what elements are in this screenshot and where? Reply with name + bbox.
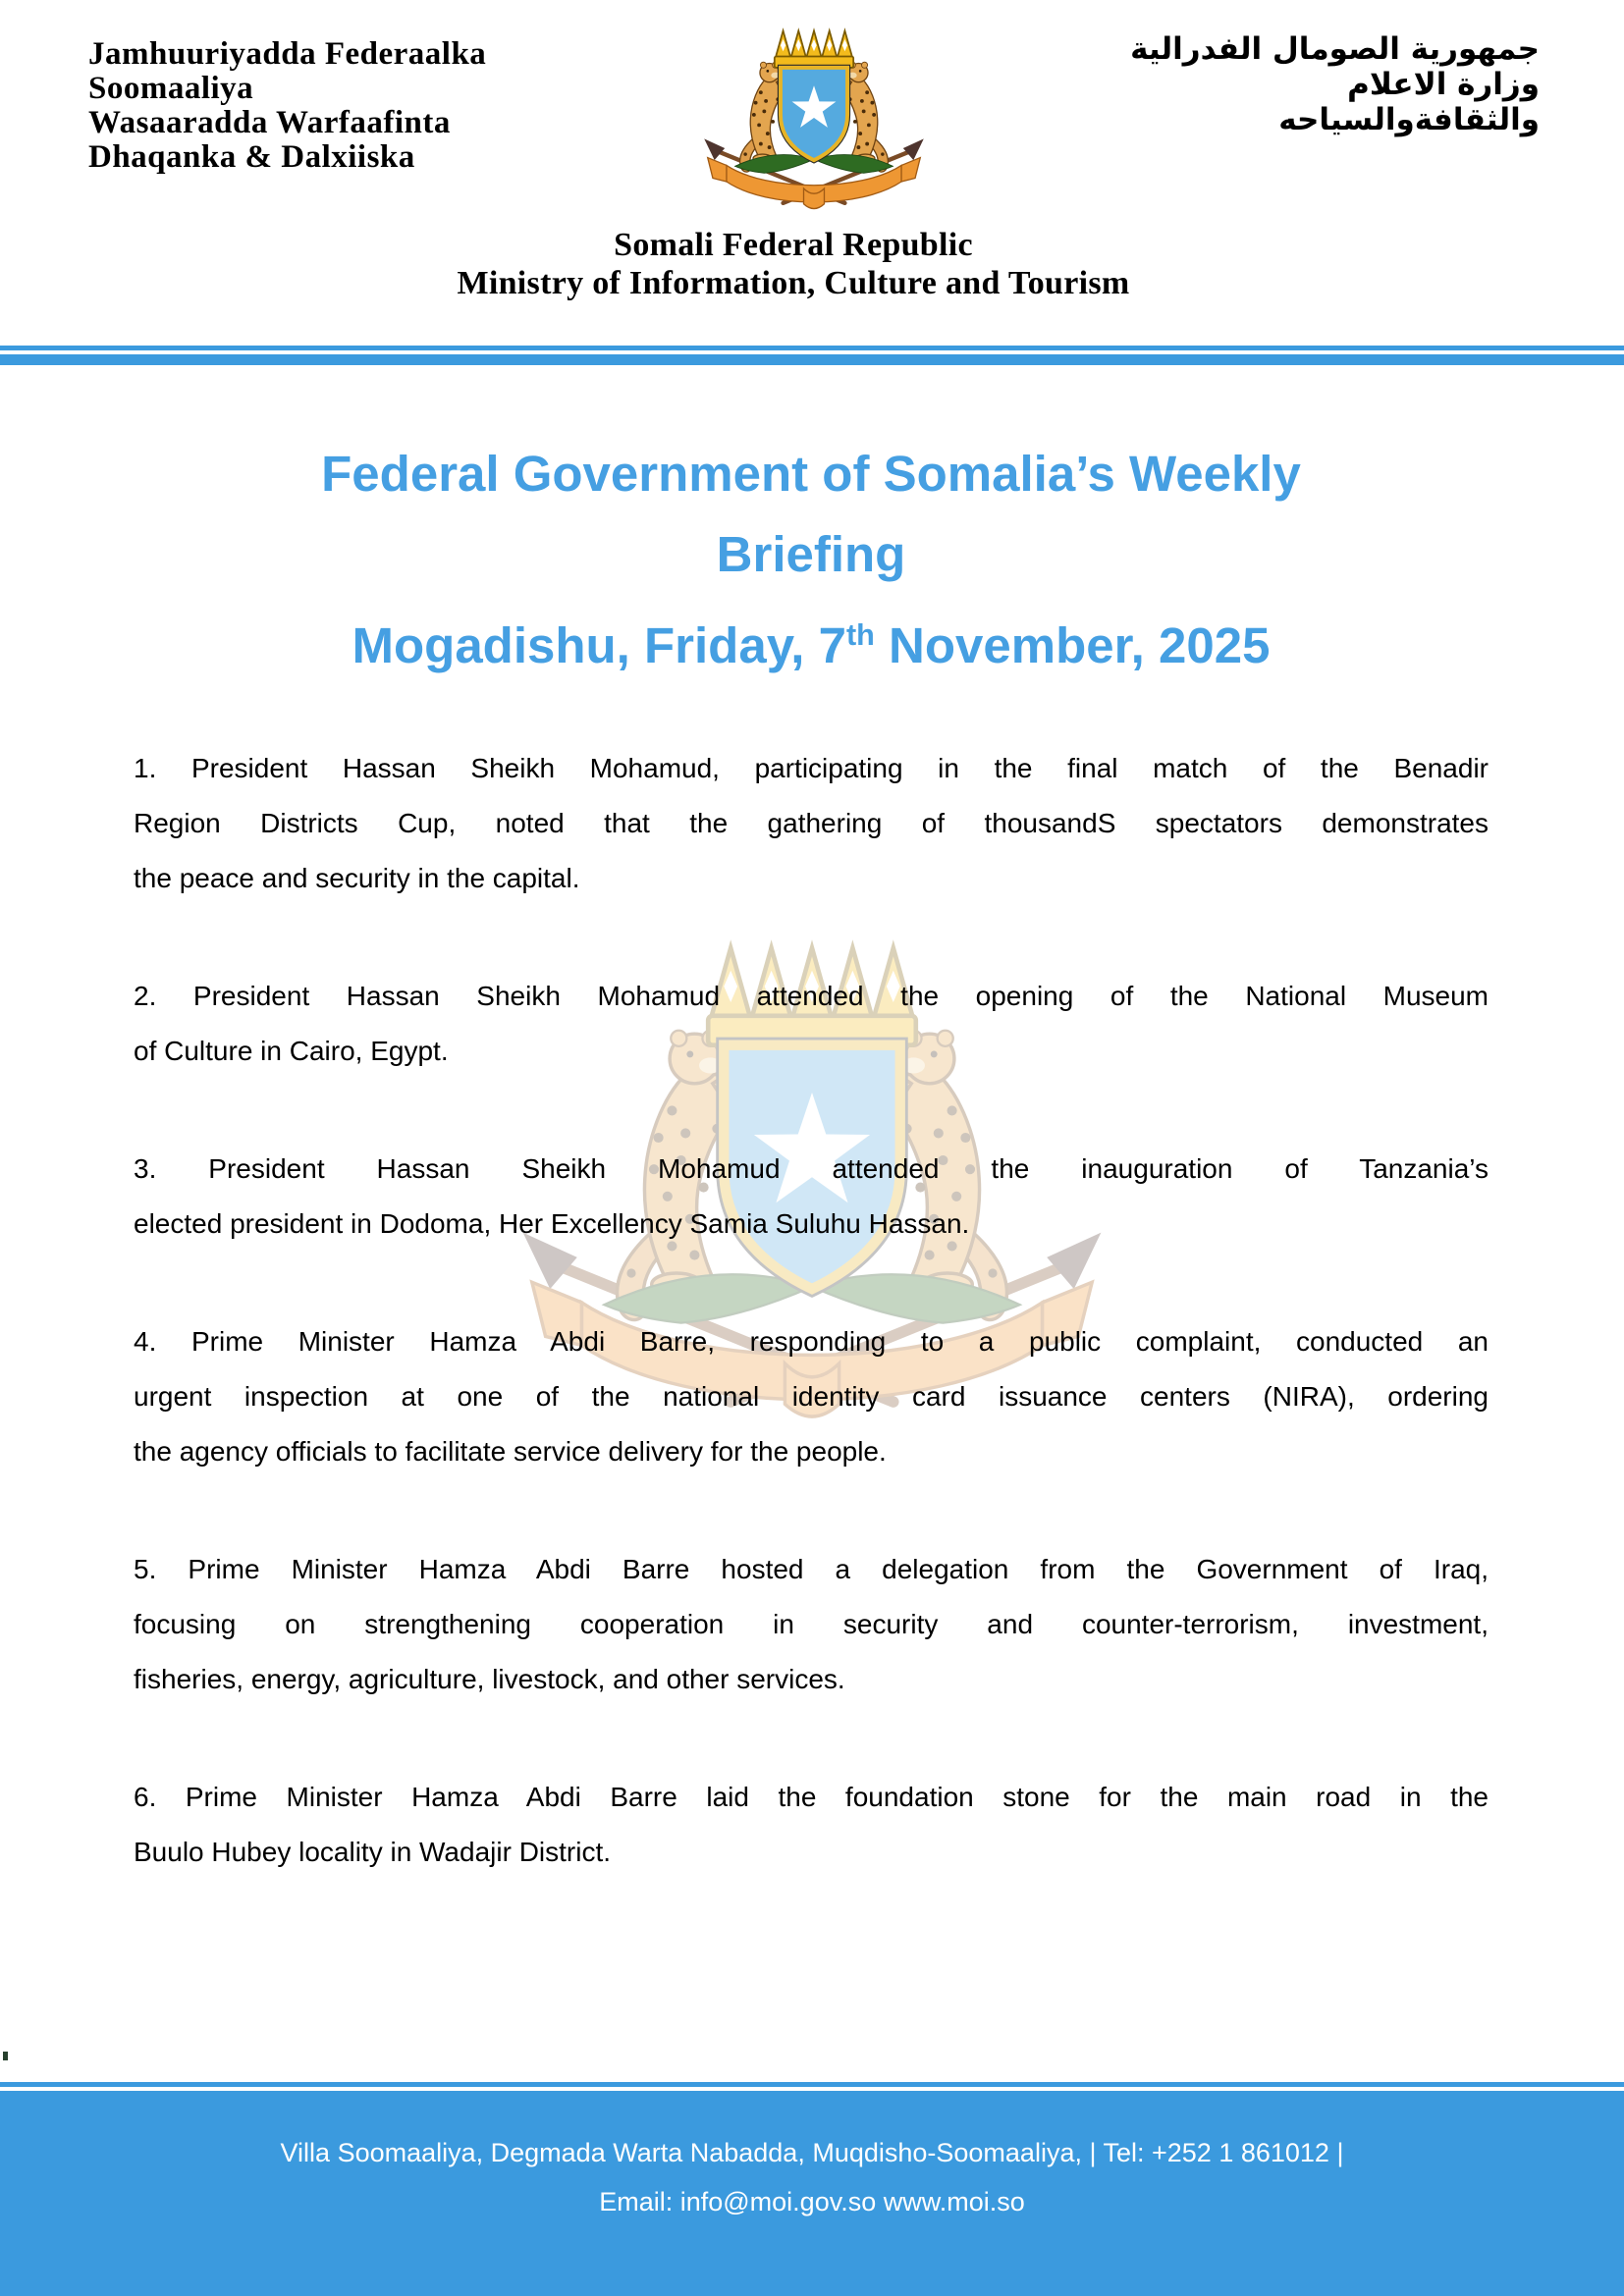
paragraph-line: Region Districts Cup, noted that the gathering of thousandS spectators demonstrates xyxy=(134,808,1489,838)
stray-ink-mark xyxy=(3,2052,8,2060)
ministry-name-somali-line: Dhaqanka & Dalxiiska xyxy=(88,139,415,175)
briefing-paragraph-6 xyxy=(134,1770,1489,1880)
page-title-line-2: Briefing xyxy=(716,526,906,582)
ministry-name-somali-line: Jamhuuriyadda Federaalka xyxy=(88,36,487,72)
document-body xyxy=(134,365,1489,1943)
paragraph-line: 4. Prime Minister Hamza Abdi Barre, responding to a public complaint, conducted an xyxy=(134,1326,1489,1357)
page-title xyxy=(134,434,1489,686)
header-divider xyxy=(0,346,1624,365)
briefing-paragraph-3 xyxy=(134,1142,1489,1252)
page-title-line-1: Federal Government of Somalia’s Weekly xyxy=(321,446,1301,502)
paragraph-line: 6. Prime Minister Hamza Abdi Barre laid the foundation stone for the main road in the xyxy=(134,1782,1489,1812)
paragraph-line: fisheries, energy, agriculture, livestock, and other services. xyxy=(134,1664,845,1694)
paragraph-line: of Culture in Cairo, Egypt. xyxy=(134,1036,449,1066)
paragraph-line: the agency officials to facilitate service delivery for the people. xyxy=(134,1436,887,1467)
ministry-name-arabic-line: وزارة الاعلام xyxy=(1347,67,1540,102)
ministry-name: Ministry of Information, Culture and Tourism xyxy=(457,265,1130,301)
footer-band xyxy=(0,2091,1624,2296)
somalia-coat-of-arms-icon xyxy=(685,26,943,223)
paragraph-line: focusing on strengthening cooperation in security and counter-terrorism, investment, xyxy=(134,1609,1489,1639)
somalia-coat-of-arms-icon xyxy=(685,26,943,223)
briefing-paragraph-4 xyxy=(134,1314,1489,1479)
divider-thick-line xyxy=(0,354,1624,365)
ministry-name-arabic-line: والثقافةوالسياحه xyxy=(1278,102,1540,137)
footer-address-line: Villa Soomaaliya, Degmada Warta Nabadda, Muqdisho-Soomaaliya, | Tel: +252 1 861012 | xyxy=(280,2138,1344,2167)
page-title-line-3 xyxy=(134,595,1489,686)
paragraph-line: 2. President Hassan Sheikh Mohamud attended the opening of the National Museum xyxy=(134,981,1489,1011)
page-footer xyxy=(0,2082,1624,2296)
ministry-name-arabic xyxy=(1130,31,1540,137)
ministry-name-arabic-line: جمهورية الصومال الفدرالية xyxy=(1130,31,1540,67)
title-date-ordinal: th xyxy=(845,618,875,652)
ministry-name-somali-line: Soomaaliya xyxy=(88,71,254,106)
briefing-paragraph-2 xyxy=(134,969,1489,1079)
briefing-paragraph-1 xyxy=(134,741,1489,906)
republic-name: Somali Federal Republic xyxy=(614,227,973,263)
paragraph-line: the peace and security in the capital. xyxy=(134,863,580,893)
paragraph-line: 3. President Hassan Sheikh Mohamud attended the inauguration of Tanzania’s xyxy=(134,1153,1489,1184)
briefing-paragraph-5 xyxy=(134,1542,1489,1707)
paragraph-line: urgent inspection at one of the national identity card issuance centers (NIRA), ordering xyxy=(134,1381,1489,1412)
paragraph-line: Buulo Hubey locality in Wadajir District. xyxy=(134,1837,612,1867)
paragraph-line: 1. President Hassan Sheikh Mohamud, participating in the final match of the Benadir xyxy=(134,753,1489,783)
ministry-name-somali xyxy=(88,37,486,175)
title-date-prefix: Mogadishu, Friday, 7 xyxy=(352,617,846,673)
ministry-name-english xyxy=(0,226,1587,302)
ministry-name-somali-line: Wasaaradda Warfaafinta xyxy=(88,105,451,140)
footer-contact-line: Email: info@moi.gov.so www.moi.so xyxy=(599,2187,1025,2216)
title-date-suffix: November, 2025 xyxy=(874,617,1271,673)
paragraph-line: elected president in Dodoma, Her Excellency Samia Suluhu Hassan. xyxy=(134,1208,970,1239)
paragraph-line: 5. Prime Minister Hamza Abdi Barre hosted a delegation from the Government of Iraq, xyxy=(134,1554,1489,1584)
